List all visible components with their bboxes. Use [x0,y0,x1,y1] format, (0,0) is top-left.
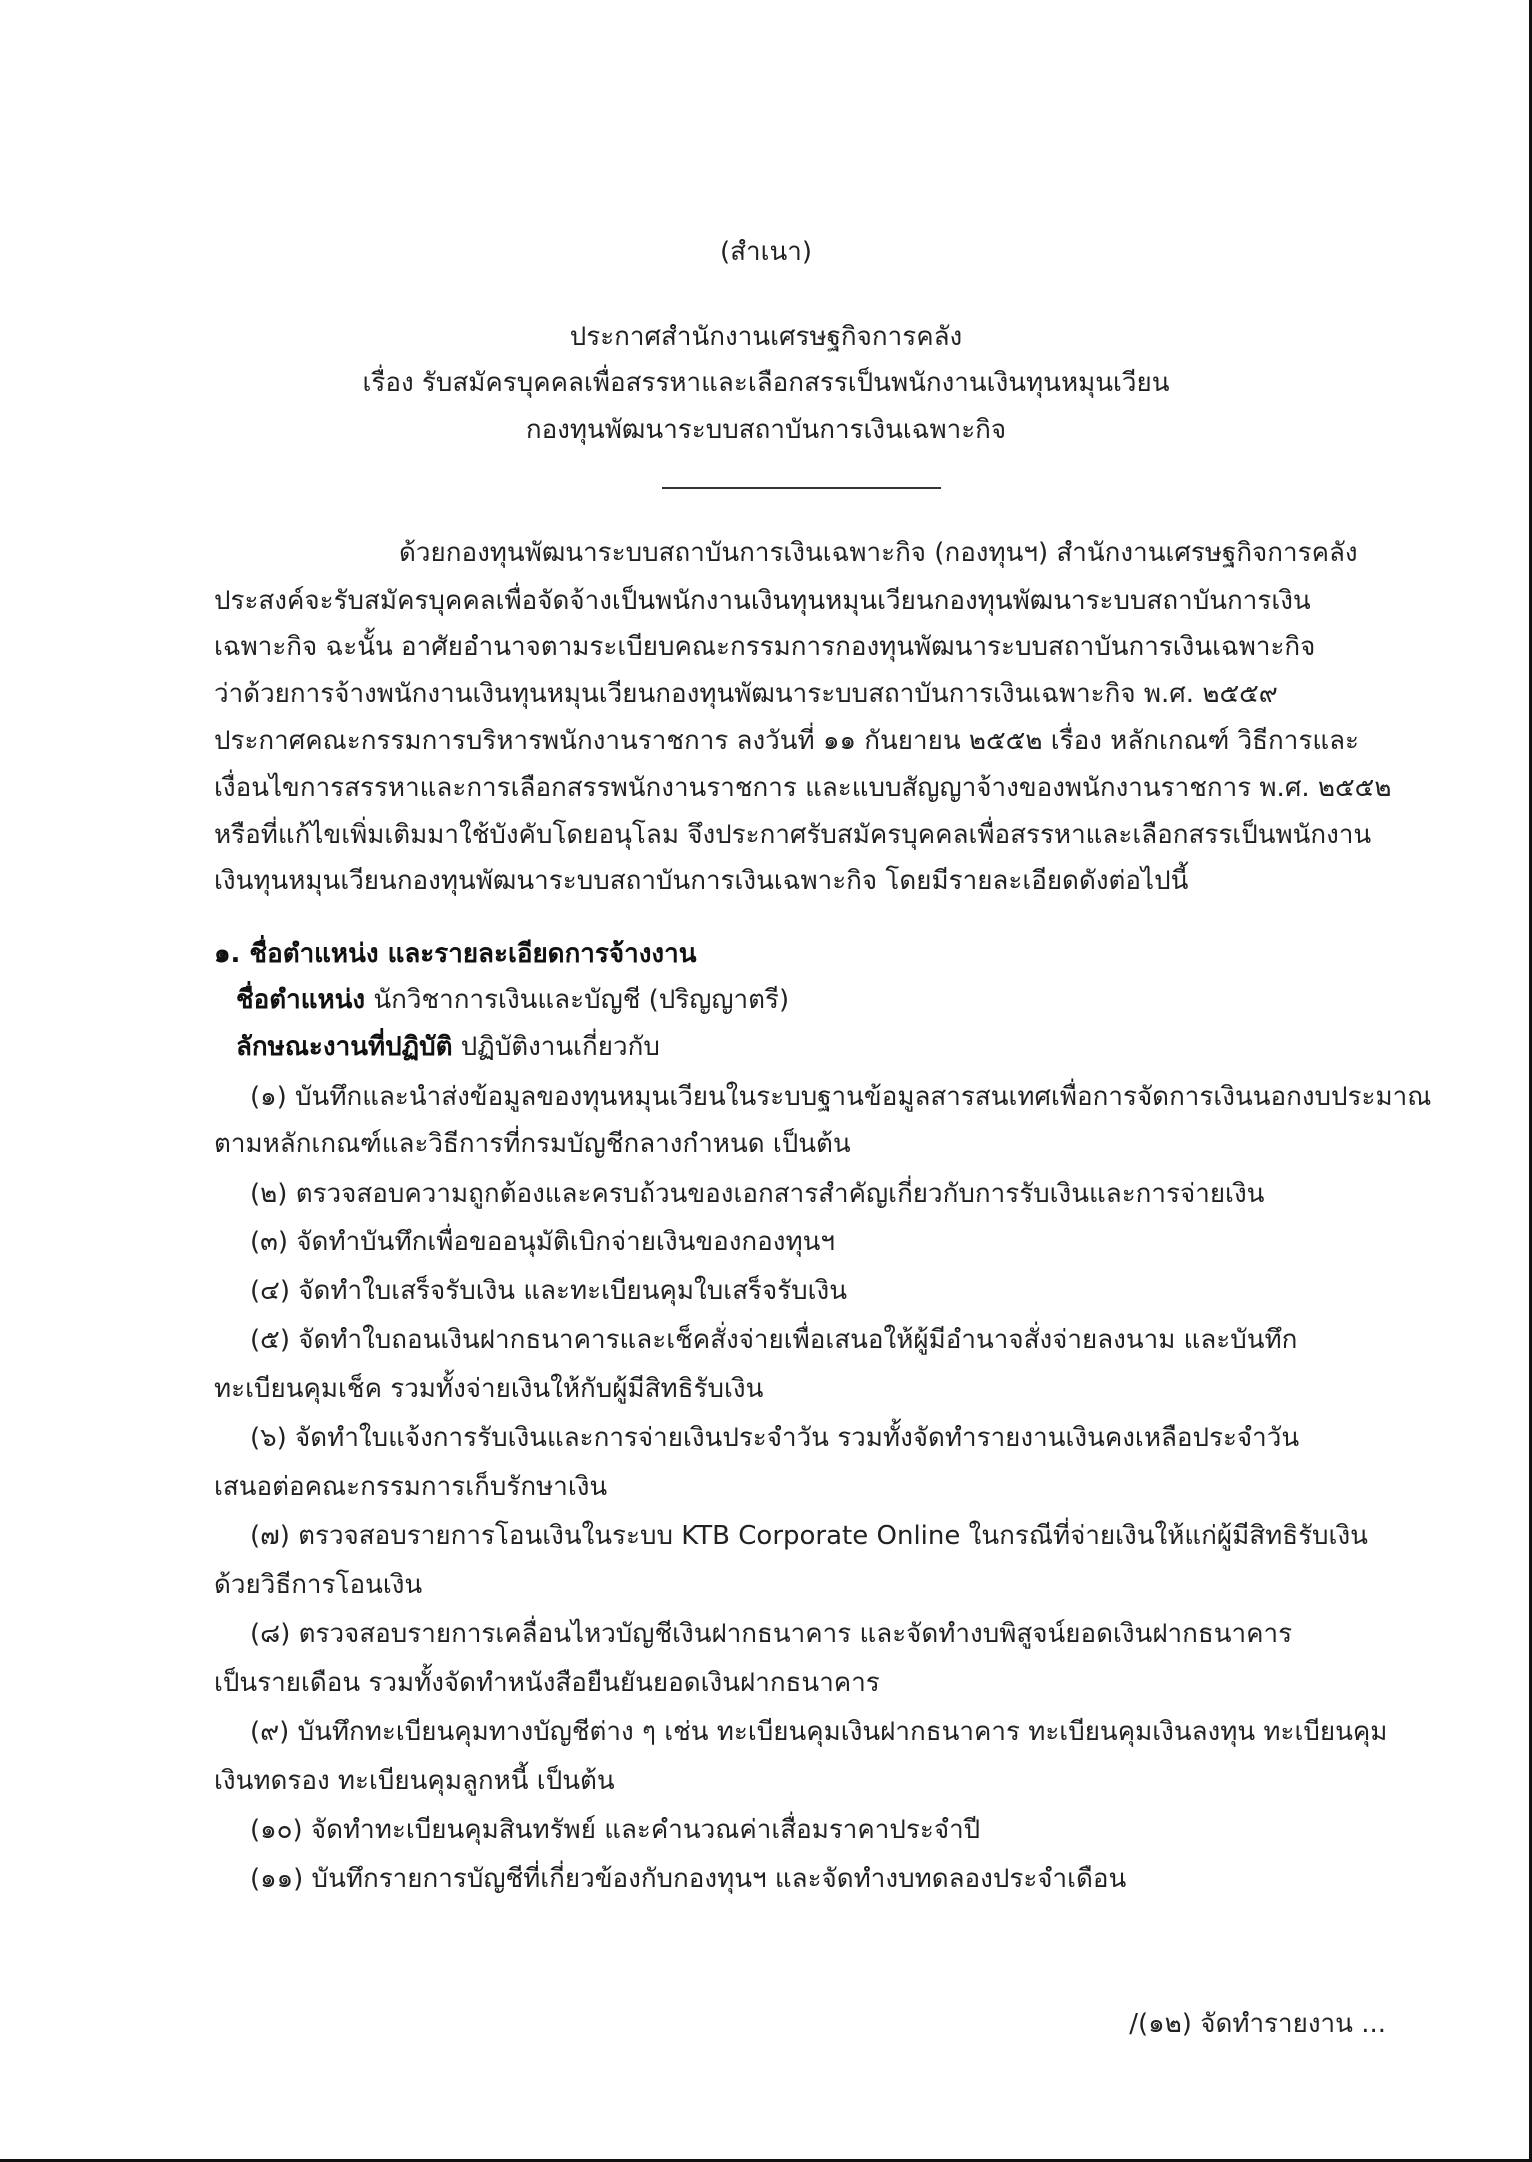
duty-item: (๔) จัดทำใบเสร็จรับเงิน และทะเบียนคุมใบเสร็จรับเงิน [250,1276,847,1306]
intro-paragraph-line: เฉพาะกิจ ฉะนั้น อาศัยอำนาจตามระเบียบคณะกรรมการกองทุนพัฒนาระบบสถาบันการเงินเฉพาะกิจ [214,632,1316,662]
duty-item: (๕) จัดทำใบถอนเงินฝากธนาคารและเช็คสั่งจ่ายเพื่อเสนอให้ผู้มีอำนาจสั่งจ่ายลงนาม และบันทึก [250,1325,1298,1355]
intro-paragraph-line: หรือที่แก้ไขเพิ่มเติมมาใช้บังคับโดยอนุโลม จึงประกาศรับสมัครบุคคลเพื่อสรรหาและเลือกสรรเป็นพนักงาน [214,820,1372,850]
intro-paragraph-line: ด้วยกองทุนพัฒนาระบบสถาบันการเงินเฉพาะกิจ (กองทุนฯ) สำนักงานเศรษฐกิจการคลัง [399,538,1358,568]
duties-label: ลักษณะงานที่ปฏิบัติ [236,1032,453,1062]
duties-value: ปฏิบัติงานเกี่ยวกับ [452,1032,660,1062]
duty-item: (๑๑) บันทึกรายการบัญชีที่เกี่ยวข้องกับกองทุนฯ และจัดทำงบทดลองประจำเดือน [250,1864,1127,1894]
duty-item: (๙) บันทึกทะเบียนคุมทางบัญชีต่าง ๆ เช่น ทะเบียนคุมเงินฝากธนาคาร ทะเบียนคุมเงินลงทุน ทะเบียนคุม [250,1717,1388,1747]
copy-mark: (สำเนา) [719,237,812,267]
intro-paragraph-line: เงินทุนหมุนเวียนกองทุนพัฒนาระบบสถาบันการเงินเฉพาะกิจ โดยมีรายละเอียดดังต่อไปนี้ [214,866,1189,896]
intro-paragraph-line: ประสงค์จะรับสมัครบุคคลเพื่อจัดจ้างเป็นพนักงานเงินทุนหมุนเวียนกองทุนพัฒนาระบบสถาบันการเงิน [214,586,1311,616]
intro-paragraph-line: เงื่อนไขการสรรหาและการเลือกสรรพนักงานราชการ และแบบสัญญาจ้างของพนักงานราชการ พ.ศ. ๒๕๕๒ [214,773,1392,803]
duty-item: (๖) จัดทำใบแจ้งการรับเงินและการจ่ายเงินประจำวัน รวมทั้งจัดทำรายงานเงินคงเหลือประจำวัน [250,1423,1300,1453]
announcement-subject: เรื่อง รับสมัครบุคคลเพื่อสรรหาและเลือกสรรเป็นพนักงานเงินทุนหมุนเวียน [362,368,1170,398]
duty-item: (๘) ตรวจสอบรายการเคลื่อนไหวบัญชีเงินฝากธนาคาร และจัดทำงบพิสูจน์ยอดเงินฝากธนาคาร [250,1619,1293,1649]
page-continuation-note: /(๑๒) จัดทำรายงาน ... [1129,2009,1386,2039]
duty-item-continuation: ตามหลักเกณฑ์และวิธีการที่กรมบัญชีกลางกำหนด เป็นต้น [214,1129,851,1159]
position-label: ชื่อตำแหน่ง [236,985,366,1015]
duty-item-continuation: เงินทดรอง ทะเบียนคุมลูกหนี้ เป็นต้น [214,1766,615,1796]
intro-paragraph-line: ประกาศคณะกรรมการบริหารพนักงานราชการ ลงวันที่ ๑๑ กันยายน ๒๕๕๒ เรื่อง หลักเกณฑ์ วิธีการและ [214,726,1360,756]
title-divider [662,487,941,489]
duty-item: (๑) บันทึกและนำส่งข้อมูลของทุนหมุนเวียนในระบบฐานข้อมูลสารสนเทศเพื่อการจัดการเงินนอกงบประมาณ [250,1082,1432,1112]
duty-item: (๒) ตรวจสอบความถูกต้องและครบถ้วนของเอกสารสำคัญเกี่ยวกับการรับเงินและการจ่ายเงิน [250,1179,1265,1209]
duty-item: (๗) ตรวจสอบรายการโอนเงินในระบบ KTB Corporate Online ในกรณีที่จ่ายเงินให้แก่ผู้มีสิทธิรับเงิน [250,1521,1368,1551]
announcement-fund-name: กองทุนพัฒนาระบบสถาบันการเงินเฉพาะกิจ [525,415,1007,445]
duties-row [236,1029,660,1065]
duty-item: (๓) จัดทำบันทึกเพื่อขออนุมัติเบิกจ่ายเงินของกองทุนฯ [250,1227,835,1257]
section-heading: ๑. ชื่อตำแหน่ง และรายละเอียดการจ้างงาน [214,939,697,969]
duty-item-continuation: เสนอต่อคณะกรรมการเก็บรักษาเงิน [214,1472,608,1502]
position-row [236,982,789,1018]
announcement-title: ประกาศสำนักงานเศรษฐกิจการคลัง [569,322,963,352]
duty-item-continuation: เป็นรายเดือน รวมทั้งจัดทำหนังสือยืนยันยอดเงินฝากธนาคาร [214,1668,880,1698]
position-value: นักวิชาการเงินและบัญชี (ปริญญาตรี) [365,985,790,1015]
duty-item-continuation: ทะเบียนคุมเช็ค รวมทั้งจ่ายเงินให้กับผู้มีสิทธิรับเงิน [214,1374,764,1404]
duty-item-continuation: ด้วยวิธีการโอนเงิน [214,1570,423,1600]
duty-item: (๑๐) จัดทำทะเบียนคุมสินทรัพย์ และคำนวณค่าเสื่อมราคาประจำปี [250,1815,981,1845]
intro-paragraph-line: ว่าด้วยการจ้างพนักงานเงินทุนหมุนเวียนกองทุนพัฒนาระบบสถาบันการเงินเฉพาะกิจ พ.ศ. ๒๕๕๙ [214,679,1278,709]
